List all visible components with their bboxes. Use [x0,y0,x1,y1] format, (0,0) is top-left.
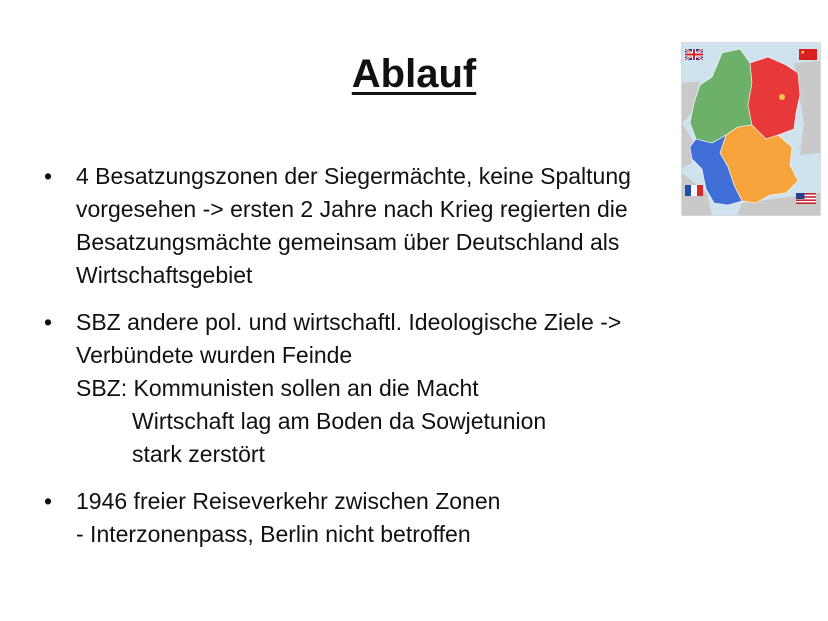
bullet-line: 1946 freier Reiseverkehr zwischen Zonen [76,488,501,514]
bullet-line-indented: stark zerstört [132,441,265,467]
bullet-item-2 [40,306,690,471]
bullet-line: Verbündete wurden Feinde [76,342,353,368]
bullet-line: Besatzungsmächte gemeinsam über Deutschland als [76,229,620,255]
bullet-line: Wirtschaftsgebiet [76,262,253,288]
bullet-line: SBZ: Kommunisten sollen an die Macht [76,375,479,401]
germany-occupation-zones-map-icon [682,43,820,215]
occupation-zones-map [681,42,821,216]
ussr-flag-icon [799,49,817,60]
bullet-marker: • [44,163,53,189]
bullet-list [40,160,690,565]
berlin-marker [779,94,785,100]
slide-title: Ablauf [351,52,477,96]
usa-flag-icon [796,193,816,204]
bullet-marker: • [44,488,53,514]
bullet-line: 4 Besatzungszonen der Siegermächte, keine Spaltung [76,163,631,189]
bullet-line: - Interzonenpass, Berlin nicht betroffen [76,521,471,547]
bullet-line: SBZ andere pol. und wirtschaftl. Ideologische Ziele -> [76,309,622,335]
bullet-line: vorgesehen -> ersten 2 Jahre nach Krieg regierten die [76,196,628,222]
bullet-line-indented: Wirtschaft lag am Boden da Sowjetunion [132,408,547,434]
bullet-marker: • [44,309,53,335]
uk-flag-icon [685,49,703,60]
bullet-item-1 [40,160,690,292]
soviet-zone [748,57,800,139]
bullet-item-3 [40,485,690,551]
